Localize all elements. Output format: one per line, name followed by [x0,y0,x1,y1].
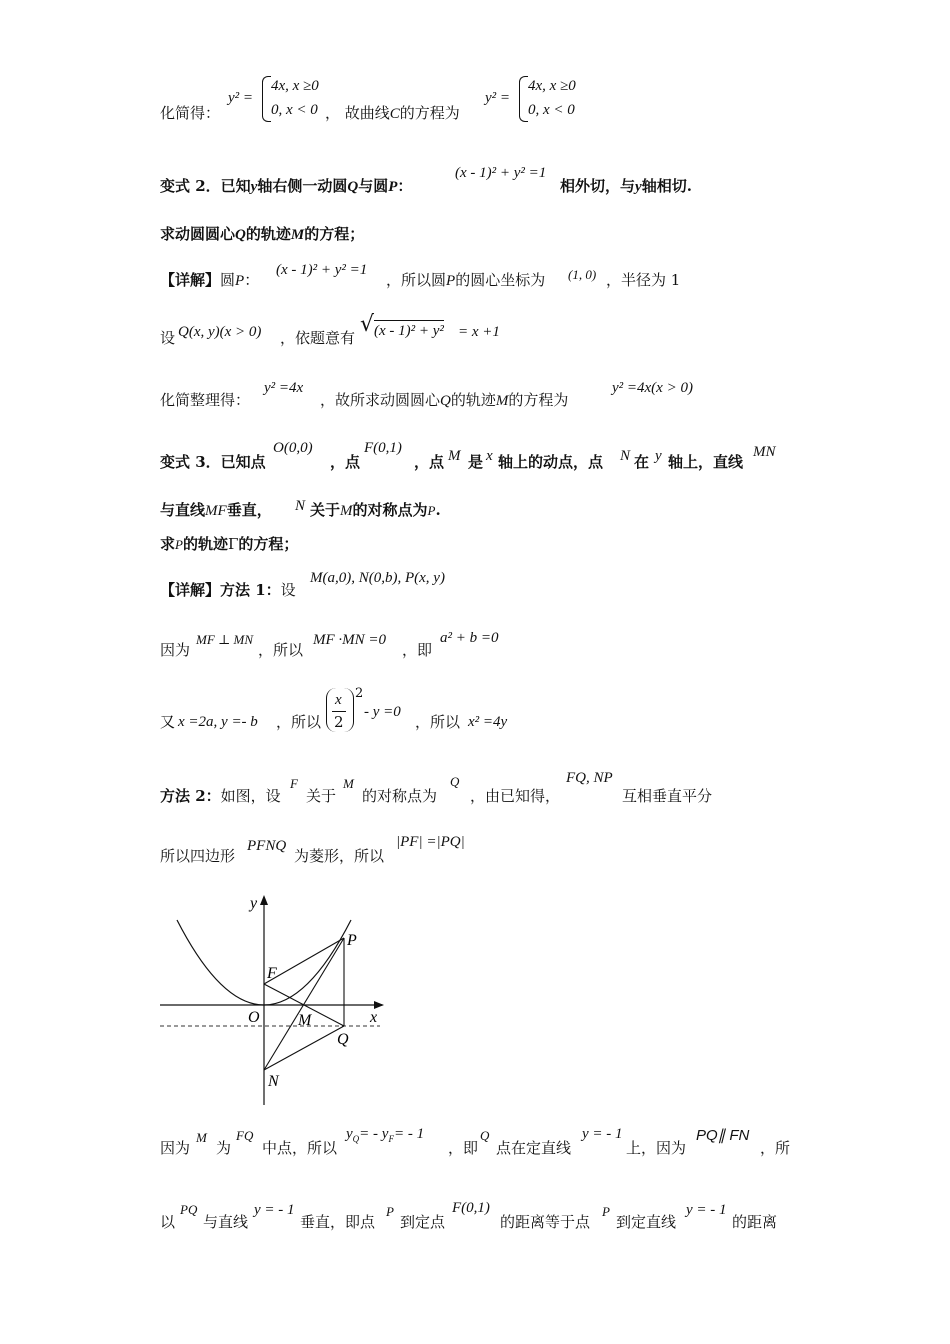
exponent: 2 [355,686,364,701]
label-N: N [268,1073,279,1090]
text: ，所以圆P的圆心坐标为 [386,271,546,289]
var: N [295,498,306,514]
text: 所以四边形 [160,847,236,865]
perp: MF ⊥ MN [196,632,253,647]
label-O: O [248,1009,260,1026]
text: 点在定直线 [496,1139,572,1157]
var: x [486,448,493,464]
x-arrow-icon [374,1001,384,1009]
quad: PFNQ [247,838,287,854]
text: 的对称点为 [362,787,438,805]
substitution: x =2a, y =- b [178,714,258,730]
piecewise-lhs: y² = [228,90,254,106]
text: 为菱形，所以 [294,847,385,865]
var: FQ [236,1128,254,1143]
text: 关于M的对称点为P. [310,501,441,519]
text: ，点 [330,453,361,471]
Q-def: Q(x, y)(x > 0) [178,324,262,340]
text: 轴上的动点，点 [498,453,604,471]
text: ，由已知得， [470,787,561,805]
line-eq: y = - 1 [254,1202,295,1218]
equation: $y_Q= - y_F= - 1$ [346,1126,425,1144]
geometry-figure [155,890,395,1114]
text: ，所以 [258,641,304,659]
text: ，依题意有 [280,329,356,347]
point-F: F(0,1) [452,1200,490,1216]
parallel: PQ∥ FN [696,1127,750,1144]
equation: a² + b =0 [440,630,499,646]
text: ，点 [414,453,445,471]
text: 上，因为 [626,1139,687,1157]
piecewise-lhs: y² = [485,90,511,106]
label-y: y [250,895,258,912]
text: 设 [160,329,176,347]
segments: FQ, NP [566,770,613,786]
dot-product: MF ·MN =0 [313,632,387,648]
text: 以 [160,1213,176,1231]
text: 的距离等于点 [500,1213,591,1231]
rhs: = x +1 [458,324,500,340]
var: P [602,1204,610,1219]
text: ，半径为 1 [606,271,681,289]
text: 关于 [306,787,337,805]
text: ，即 [448,1139,479,1157]
text: 化简得： [160,104,221,122]
text: 与直线 [203,1213,249,1231]
label-M: M [298,1012,312,1029]
point-O: O(0,0) [273,440,313,456]
text: ，所 [760,1139,791,1157]
text: 为 [216,1139,232,1157]
text: ，故所求动圆圆心Q的轨迹M的方程为 [320,391,569,409]
text: 轴上，直线 [668,453,744,471]
question: 求动圆圆心Q的轨迹M的方程； [160,225,365,243]
var: y [655,448,662,464]
text: 到定点 [400,1213,446,1231]
var: P [386,1204,394,1219]
label-Q: Q [337,1031,349,1048]
case-line: 4x, x ≥0 [528,78,576,94]
abs-eq: |PF| =|PQ| [396,834,465,850]
detail-line: 【详解】圆P： [160,271,260,289]
case-line: 0, x < 0 [271,102,318,118]
label-F: F [267,965,277,982]
text: 化简整理得： [160,391,251,409]
text: 又 [160,713,176,731]
equation: (x - 1)² + y² =1 [276,262,368,278]
equation: y² =4x [264,380,304,396]
text: 相外切，与y轴相切. [560,177,692,195]
y-arrow-icon [260,895,268,905]
var: M [196,1130,207,1145]
sqrt-inner: (x - 1)² + y² [374,320,444,341]
case-line: 0, x < 0 [528,102,575,118]
label-x: x [370,1009,378,1026]
text: 的距离 [732,1213,778,1231]
case-line: 4x, x ≥0 [271,78,319,94]
text: 方法 2：如图，设 [160,787,281,805]
var: PQ [180,1202,198,1217]
text: ，所以 [415,713,461,731]
segment-NQ [264,1026,344,1070]
equation: (x - 1)² + y² =1 [455,165,547,181]
line-eq: y = - 1 [686,1202,727,1218]
point-F: F(0,1) [364,440,402,456]
var: MN [753,444,776,460]
text: 求P的轨迹Γ的方程； [160,535,299,553]
label-P: P [347,932,357,949]
text: 是 [468,453,484,471]
brace [519,76,528,122]
fraction-den: 2 [334,713,344,731]
variant3-heading: 变式 3．已知点 [160,453,266,471]
variant2-heading: 变式 2．已知y轴右侧一动圆Q与圆P： [160,177,413,195]
text: 垂直，即点 [300,1213,376,1231]
text: 中点，所以 [262,1139,338,1157]
text: 互相垂直平分 [622,787,713,805]
text: ， 故曲线C的方程为 [325,104,460,122]
text: 【详解】方法 1：设 [160,581,296,599]
var: Q [450,774,460,789]
brace [262,76,271,122]
figure-svg [155,890,395,1110]
text: 因为 [160,1139,191,1157]
sqrt-sign: √ [360,312,375,337]
center: (1, 0) [568,267,597,282]
line-eq: y = - 1 [582,1126,623,1142]
text: 在 [634,453,650,471]
var: N [620,448,631,464]
coords: M(a,0), N(0,b), P(x, y) [310,570,445,586]
var: M [343,776,354,791]
text: 与直线MF垂直， [160,501,272,519]
result: x² =4y [468,714,508,730]
var: Q [480,1128,490,1143]
text: 因为 [160,641,191,659]
text: ，即 [402,641,433,659]
equation-tail: - y =0 [364,704,401,720]
fraction-num: x [335,692,342,708]
simplify-line [160,103,220,123]
text: ，所以 [276,713,322,731]
text: 到定直线 [616,1213,677,1231]
equation: y² =4x(x > 0) [612,380,693,396]
var: M [448,448,461,464]
var: F [290,776,298,791]
